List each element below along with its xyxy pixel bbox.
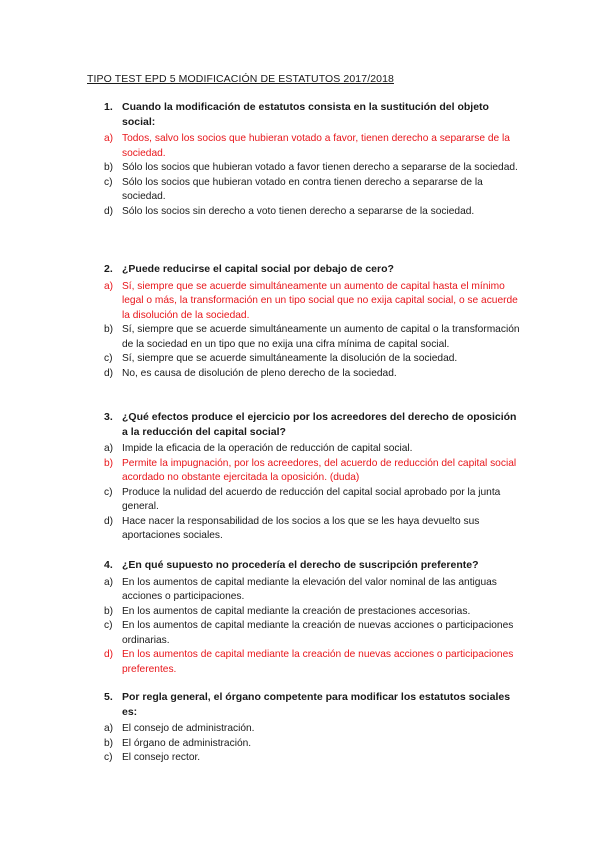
question-header: [104, 262, 524, 277]
question-number: 5.: [104, 691, 113, 703]
option-letter: a): [104, 133, 114, 144]
question-4: [104, 558, 524, 677]
option-letter: c): [104, 353, 113, 364]
option-letter: d): [104, 515, 114, 527]
option-text: El consejo rector.: [122, 752, 201, 763]
option-text: Permite la impugnación, por los acreedores, del acuerdo de reducción del capital social acordado no obstante ejercitada la oposición. (duda): [122, 457, 517, 483]
option-letter: d): [104, 649, 114, 660]
page-title: TIPO TEST EPD 5 MODIFICACIÓN DE ESTATUTOS 2017/2018: [87, 73, 394, 85]
option-text: Hace nacer la responsabilidad de los socios a los que se les haya devuelto sus aportaciones sociales.: [122, 515, 480, 541]
option-text: Sí, siempre que se acuerde simultáneamente la disolución de la sociedad.: [122, 353, 458, 364]
option-letter: c): [104, 176, 113, 188]
option-letter: a): [104, 576, 114, 588]
option-c: [104, 751, 524, 766]
question-text: ¿Puede reducirse el capital social por debajo de cero?: [122, 263, 394, 275]
option-letter: b): [104, 737, 114, 749]
option-d: [104, 205, 524, 220]
question-number: 2.: [104, 263, 113, 275]
option-letter: c): [104, 752, 113, 763]
option-text: El consejo de administración.: [122, 723, 255, 734]
question-number: 4.: [104, 559, 113, 571]
question-2: [104, 262, 524, 381]
option-list: [104, 722, 524, 766]
option-text: Produce la nulidad del acuerdo de reducción del capital social aprobado por la junta general.: [122, 486, 501, 512]
option-text: Sólo los socios sin derecho a voto tienen derecho a separarse de la sociedad.: [122, 205, 475, 217]
option-c: [104, 619, 524, 648]
question-number: 1.: [104, 101, 113, 113]
option-letter: b): [104, 162, 114, 173]
option-c: [104, 486, 524, 515]
option-a: [104, 132, 524, 161]
question-number: 3.: [104, 411, 113, 423]
option-text: Sí, siempre que se acuerde simultáneamente un aumento de capital hasta el mínimo legal o más, la transformación en un tipo social que no exija capital social, o se acuerde la disolución de la sociedad.: [122, 280, 518, 321]
question-text: Por regla general, el órgano competente para modificar los estatutos sociales es:: [122, 691, 511, 718]
question-header: [104, 410, 524, 439]
option-list: [104, 280, 524, 382]
option-b: [104, 161, 524, 176]
option-d: [104, 367, 524, 382]
question-text: Cuando la modificación de estatutos consista en la sustitución del objeto social:: [122, 101, 489, 128]
option-letter: b): [104, 605, 114, 617]
question-text: ¿En qué supuesto no procedería el derecho de suscripción preferente?: [122, 559, 479, 571]
option-text: En los aumentos de capital mediante la creación de nuevas acciones o participaciones preferentes.: [122, 649, 514, 675]
option-text: No, es causa de disolución de pleno derecho de la sociedad.: [122, 367, 397, 379]
question-text: ¿Qué efectos produce el ejercicio por los acreedores del derecho de oposición a la reducción del capital social?: [122, 411, 517, 438]
option-letter: a): [104, 723, 114, 734]
option-letter: d): [104, 367, 114, 379]
option-c: [104, 352, 524, 367]
question-header: [104, 100, 524, 129]
question-1: [104, 100, 524, 219]
question-3: [104, 410, 524, 544]
option-letter: a): [104, 443, 114, 454]
question-header: [104, 558, 524, 573]
option-letter: b): [104, 457, 114, 469]
option-b: [104, 457, 524, 486]
option-letter: d): [104, 205, 114, 217]
option-a: [104, 280, 524, 324]
option-text: En los aumentos de capital mediante la creación de prestaciones accesorias.: [122, 605, 471, 617]
option-a: [104, 442, 524, 457]
option-d: [104, 648, 524, 677]
option-c: [104, 176, 524, 205]
option-letter: a): [104, 280, 114, 292]
option-letter: b): [104, 324, 114, 335]
question-header: [104, 690, 524, 719]
option-a: [104, 722, 524, 737]
option-letter: c): [104, 486, 113, 498]
option-list: [104, 442, 524, 544]
option-text: En los aumentos de capital mediante la elevación del valor nominal de las antiguas acciones o participaciones.: [122, 576, 497, 602]
option-text: El órgano de administración.: [122, 737, 252, 749]
option-text: Todos, salvo los socios que hubieran votado a favor, tienen derecho a separarse de la sociedad.: [122, 133, 510, 159]
option-d: [104, 515, 524, 544]
option-list: [104, 576, 524, 678]
option-b: [104, 323, 524, 352]
option-letter: c): [104, 620, 113, 631]
option-text: En los aumentos de capital mediante la creación de nuevas acciones o participaciones ordinarias.: [122, 620, 514, 646]
question-5: [104, 690, 524, 766]
option-text: Sólo los socios que hubieran votado a favor tienen derecho a separarse de la sociedad.: [122, 162, 518, 173]
option-b: [104, 737, 524, 752]
option-text: Sí, siempre que se acuerde simultáneamente un aumento de capital o la transformación de la sociedad en un tipo que no exija una cifra mínima de capital social.: [122, 324, 520, 350]
option-a: [104, 576, 524, 605]
option-text: Sólo los socios que hubieran votado en contra tienen derecho a separarse de la sociedad.: [122, 176, 483, 202]
option-list: [104, 132, 524, 219]
option-b: [104, 605, 524, 620]
option-text: Impide la eficacia de la operación de reducción de capital social.: [122, 443, 413, 454]
